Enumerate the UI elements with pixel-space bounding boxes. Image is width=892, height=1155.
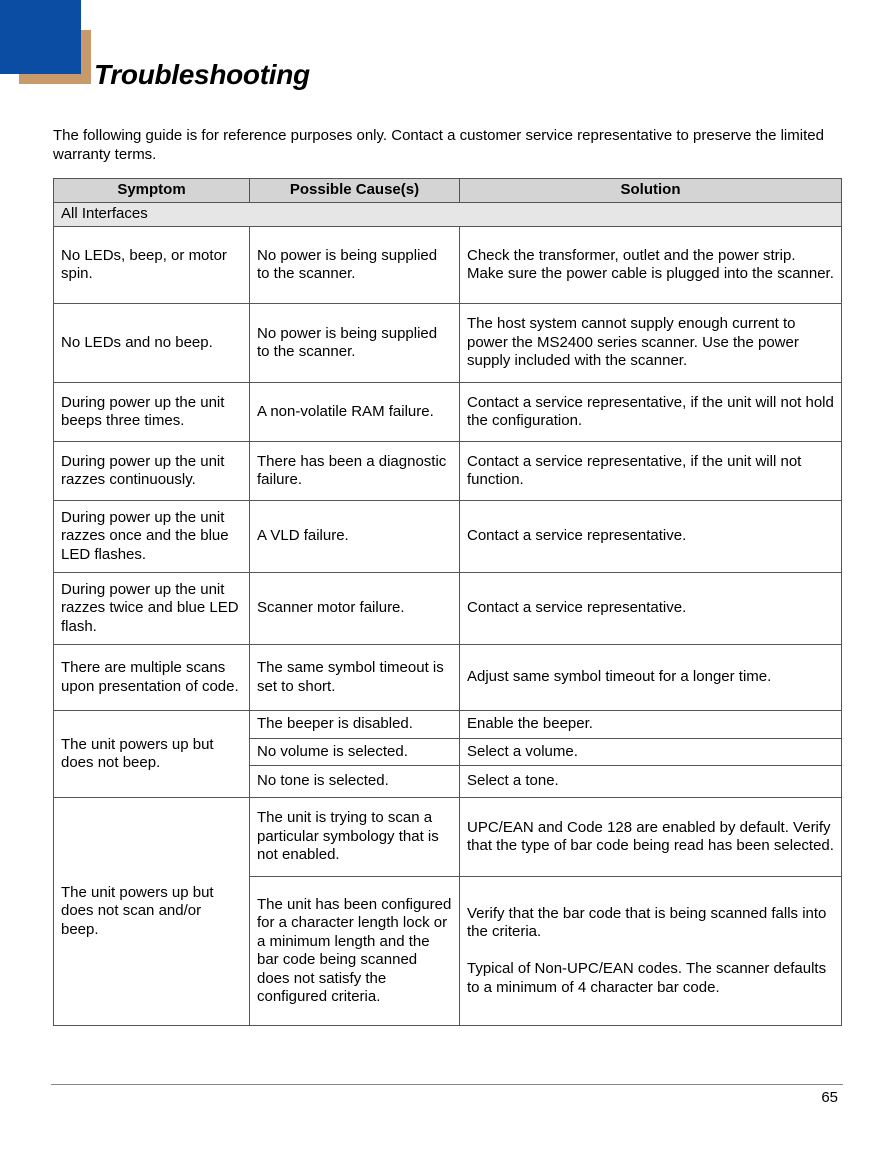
- symptom-cell: During power up the unit razzes continuously.: [54, 442, 250, 501]
- solution-cell: Select a volume.: [460, 739, 842, 766]
- symptom-cell: No LEDs, beep, or motor spin.: [54, 227, 250, 304]
- symptom-cell: There are multiple scans upon presentation of code.: [54, 645, 250, 711]
- solution-cell: Contact a service representative.: [460, 501, 842, 573]
- table-row: [54, 711, 842, 739]
- cause-cell: The unit is trying to scan a particular symbology that is not enabled.: [250, 798, 460, 877]
- table-row: [54, 227, 842, 304]
- cause-cell: No power is being supplied to the scanner.: [250, 227, 460, 304]
- symptom-cell: During power up the unit razzes once and the blue LED flashes.: [54, 501, 250, 573]
- intro-paragraph: The following guide is for reference purposes only. Contact a customer service representative to preserve the limited warranty terms.: [53, 127, 824, 163]
- section-row: [54, 203, 842, 227]
- table-row: [54, 442, 842, 501]
- symptom-cell: During power up the unit razzes twice and blue LED flash.: [54, 573, 250, 645]
- table-row: [54, 383, 842, 442]
- column-header-symptom: Symptom: [54, 179, 250, 203]
- symptom-cell: The unit powers up but does not beep.: [54, 711, 250, 798]
- solution-cell: Enable the beeper.: [460, 711, 842, 739]
- solution-cell: UPC/EAN and Code 128 are enabled by default. Verify that the type of bar code being read has been selected.: [460, 798, 842, 877]
- table-header-row: [54, 179, 842, 203]
- cause-cell: The beeper is disabled.: [250, 711, 460, 739]
- symptom-cell: During power up the unit beeps three times.: [54, 383, 250, 442]
- solution-cell: Select a tone.: [460, 766, 842, 798]
- solution-cell: Contact a service representative, if the unit will not function.: [460, 442, 842, 501]
- symptom-cell: The unit powers up but does not scan and/or beep.: [54, 798, 250, 1026]
- symptom-cell: No LEDs and no beep.: [54, 304, 250, 383]
- cause-cell: There has been a diagnostic failure.: [250, 442, 460, 501]
- footer-divider: [51, 1084, 843, 1085]
- table-row: [54, 304, 842, 383]
- solution-cell: Contact a service representative.: [460, 573, 842, 645]
- solution-cell: Verify that the bar code that is being scanned falls into the criteria. Typical of Non-UPC/EAN codes. The scanner defaults to a minimum of 4 character bar code.: [460, 877, 842, 1026]
- cause-cell: No power is being supplied to the scanner.: [250, 304, 460, 383]
- cause-cell: A non-volatile RAM failure.: [250, 383, 460, 442]
- table-row: [54, 645, 842, 711]
- cause-cell: Scanner motor failure.: [250, 573, 460, 645]
- logo-block: [0, 0, 81, 74]
- page-number: 65: [821, 1089, 838, 1106]
- section-label: All Interfaces: [54, 203, 842, 227]
- cause-cell: No tone is selected.: [250, 766, 460, 798]
- cause-cell: A VLD failure.: [250, 501, 460, 573]
- column-header-solution: Solution: [460, 179, 842, 203]
- cause-cell: No volume is selected.: [250, 739, 460, 766]
- troubleshooting-table: [53, 178, 842, 1026]
- solution-cell: Adjust same symbol timeout for a longer time.: [460, 645, 842, 711]
- column-header-cause: Possible Cause(s): [250, 179, 460, 203]
- table-row: [54, 501, 842, 573]
- table-row: [54, 798, 842, 877]
- solution-cell: The host system cannot supply enough current to power the MS2400 series scanner. Use the power supply included with the scanner.: [460, 304, 842, 383]
- page-title: Troubleshooting: [94, 59, 310, 90]
- solution-cell: Check the transformer, outlet and the power strip. Make sure the power cable is plugged into the scanner.: [460, 227, 842, 304]
- table-row: [54, 573, 842, 645]
- solution-cell: Contact a service representative, if the unit will not hold the configuration.: [460, 383, 842, 442]
- cause-cell: The same symbol timeout is set to short.: [250, 645, 460, 711]
- cause-cell: The unit has been configured for a character length lock or a minimum length and the bar code being scanned does not satisfy the configured criteria.: [250, 877, 460, 1026]
